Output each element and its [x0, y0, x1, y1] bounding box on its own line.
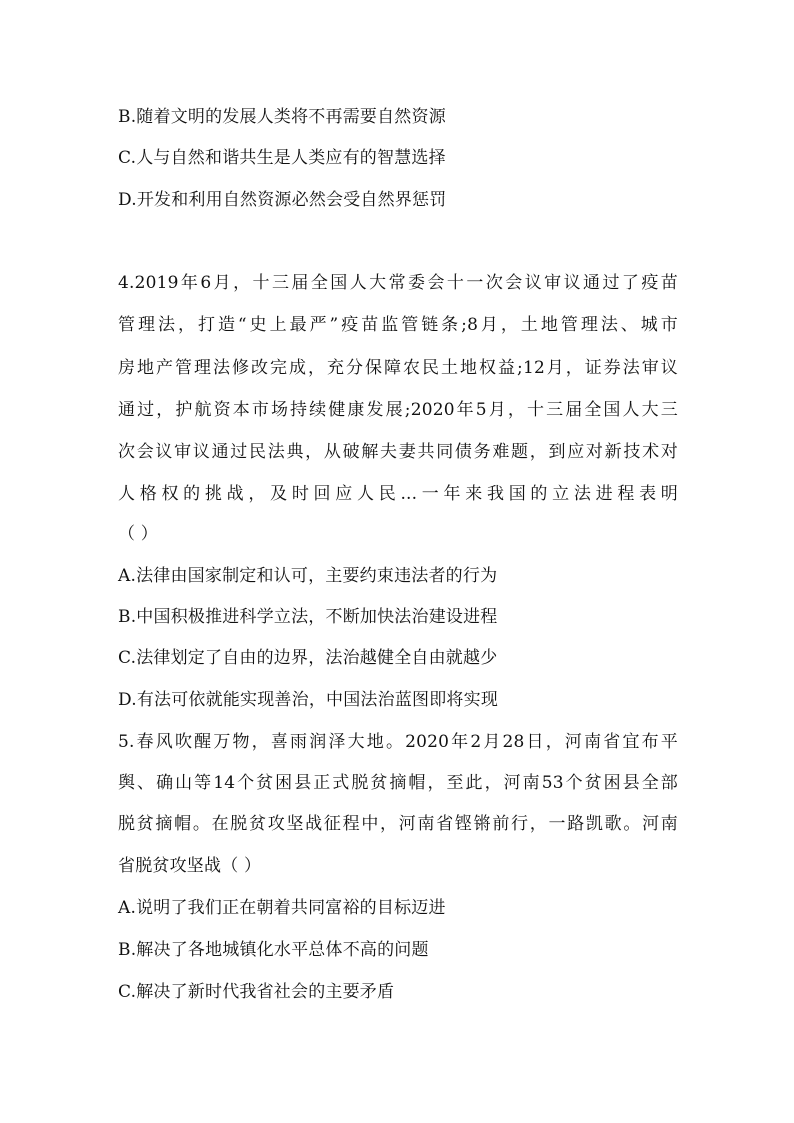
q4-stem-line-5: 次会议审议通过民法典，从破解夫妻共同债务难题，到应对新技术对	[118, 442, 678, 462]
q3-option-b: B.随着文明的发展人类将不再需要自然资源	[118, 107, 446, 127]
q3-option-d: D.开发和利用自然资源必然会受自然界惩罚	[118, 190, 447, 210]
q4-option-a: A.法律由国家制定和认可，主要约束违法者的行为	[118, 566, 498, 586]
q5-option-a: A.说明了我们正在朝着共同富裕的目标迈进	[118, 898, 446, 918]
q5-stem-line-4: 省脱贫攻坚战（ ）	[118, 856, 262, 876]
q4-answer-blank: （ ）	[118, 524, 159, 544]
q5-option-c: C.解决了新时代我省社会的主要矛盾	[118, 982, 395, 1002]
q4-option-b: B.中国积极推进科学立法，不断加快法治建设进程	[118, 607, 498, 627]
q5-stem-line-2: 舆、确山等14个贫困县正式脱贫摘帽，至此，河南53个贫困县全部	[118, 773, 678, 793]
q5-stem-line-3: 脱贫摘帽。在脱贫攻坚战征程中，河南省铿锵前行，一路凯歌。河南	[118, 814, 678, 834]
q4-stem-line-1: 4.2019年6月，十三届全国人大常委会十一次会议审议通过了疫苗	[118, 273, 678, 293]
q4-stem-line-4: 通过，护航资本市场持续健康发展;2020年5月，十三届全国人大三	[118, 400, 678, 420]
q4-stem-line-3: 房地产管理法修改完成，充分保障农民土地权益;12月，证券法审议	[118, 358, 678, 378]
q5-option-b: B.解决了各地城镇化水平总体不高的问题	[118, 940, 429, 960]
q4-option-d: D.有法可依就能实现善治，中国法治蓝图即将实现	[118, 690, 499, 710]
q3-option-c: C.人与自然和谐共生是人类应有的智慧选择	[118, 148, 446, 168]
q4-stem-line-2: 管理法，打造“史上最严”疫苗监管链条;8月，土地管理法、城市	[118, 315, 678, 335]
q5-stem-line-1: 5.春风吹醒万物，喜雨润泽大地。2020年2月28日，河南省宜布平	[118, 732, 678, 752]
q4-stem-line-6: 人格权的挑战，及时回应人民...一年来我国的立法进程表明	[118, 484, 678, 504]
q4-option-c: C.法律划定了自由的边界，法治越健全自由就越少	[118, 648, 498, 668]
